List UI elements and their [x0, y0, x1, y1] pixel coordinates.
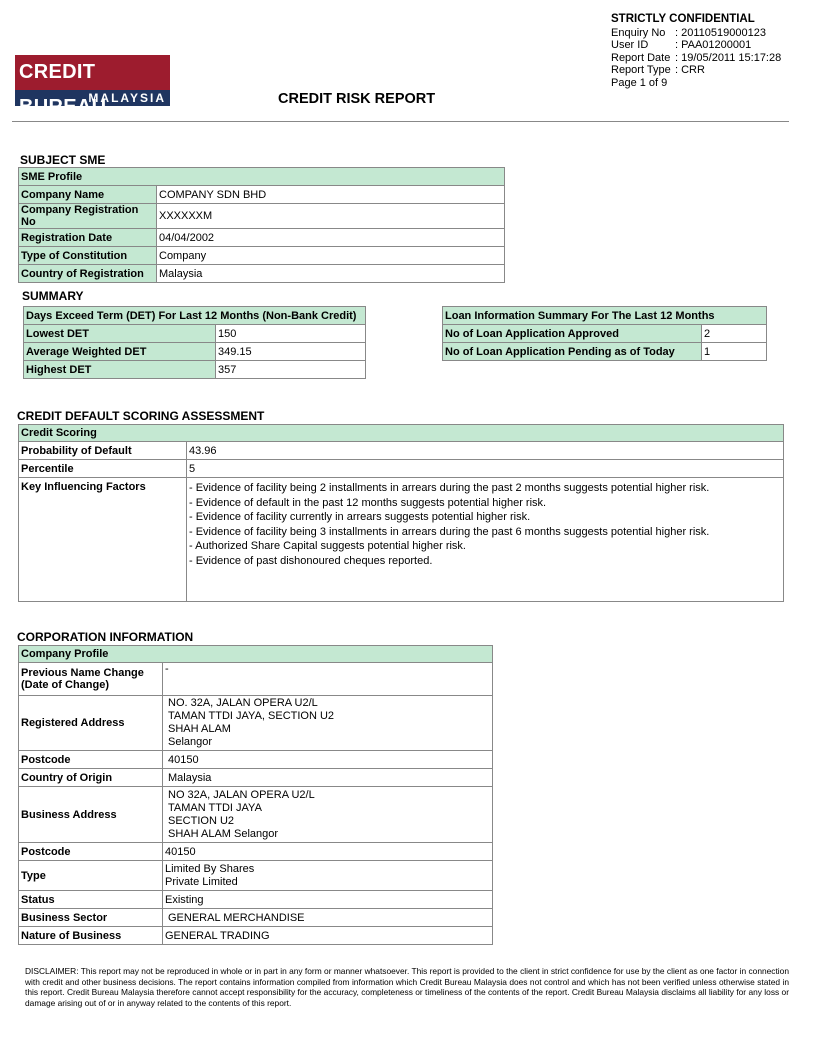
meta-value: : CRR	[675, 64, 705, 76]
logo-line2: MALAYSIA	[15, 90, 170, 106]
percentile-label: Percentile	[19, 460, 187, 478]
address-line: SHAH ALAM Selangor	[168, 827, 279, 840]
address-line: Selangor	[168, 736, 213, 748]
meta-value: : 20110519000123	[675, 26, 766, 39]
country-origin-label: Country of Origin	[19, 769, 163, 787]
lowest-det-value: 150	[216, 325, 366, 343]
company-profile-table	[18, 645, 493, 945]
meta-label: Report Date	[611, 51, 671, 64]
percentile-value: 5	[187, 460, 784, 478]
status-value: Existing	[163, 891, 493, 909]
prev-name-label: Previous Name Change (Date of Change)	[19, 663, 163, 696]
factor-item: - Evidence of facility currently in arrears suggests potential higher risk.	[189, 511, 531, 523]
factor-item: - Evidence of facility being 2 installments in arrears during the past 2 months suggests potential higher risk.	[189, 482, 710, 494]
bus-address-value	[163, 787, 493, 843]
sme-profile-header: SME Profile	[19, 168, 505, 186]
factors-label: Key Influencing Factors	[19, 478, 187, 602]
meta-label: User ID	[611, 39, 649, 51]
credit-scoring-table	[18, 424, 784, 602]
report-title: CREDIT RISK REPORT	[278, 91, 436, 107]
constitution-value: Company	[157, 247, 505, 265]
meta-value: : 19/05/2011 15:17:28	[675, 51, 782, 64]
factor-item: - Evidence of default in the past 12 months suggests potential higher risk.	[189, 496, 547, 509]
loan-approved-value: 2	[702, 325, 767, 343]
pd-label: Probability of Default	[19, 442, 187, 460]
det-table	[23, 306, 366, 379]
type-line: Private Limited	[165, 875, 238, 888]
type-value	[163, 861, 493, 891]
lowest-det-label: Lowest DET	[24, 325, 216, 343]
logo-line1: CREDIT BUREAU	[15, 55, 170, 90]
country-reg-value: Malaysia	[157, 265, 505, 283]
address-line: TAMAN TTDI JAYA	[168, 801, 262, 814]
loan-pending-value: 1	[702, 343, 767, 361]
status-label: Status	[19, 891, 163, 909]
type-label: Type	[19, 861, 163, 891]
avg-det-value: 349.15	[216, 343, 366, 361]
loan-approved-label: No of Loan Application Approved	[443, 325, 702, 343]
meta-enquiry	[611, 27, 781, 40]
sme-profile-table	[18, 167, 505, 283]
factor-item: - Authorized Share Capital suggests potential higher risk.	[189, 540, 466, 552]
loan-pending-label: No of Loan Application Pending as of Today	[443, 343, 702, 361]
nature-value: GENERAL TRADING	[163, 927, 493, 945]
company-profile-header: Company Profile	[19, 646, 493, 663]
loan-header: Loan Information Summary For The Last 12 Months	[443, 307, 767, 325]
bus-address-label: Business Address	[19, 787, 163, 843]
postcode-value: 40150	[163, 751, 493, 769]
sector-label: Business Sector	[19, 909, 163, 927]
factor-item: - Evidence of past dishonoured cheques reported.	[189, 554, 433, 567]
meta-date	[611, 52, 781, 65]
page-number: Page 1 of 9	[611, 76, 668, 89]
address-line: NO. 32A, JALAN OPERA U2/L	[168, 697, 318, 709]
type-line: Limited By Shares	[165, 862, 255, 875]
corporation-title: CORPORATION INFORMATION	[17, 630, 194, 644]
report-meta	[611, 13, 781, 89]
factors-list	[189, 481, 781, 568]
loan-table	[442, 306, 767, 361]
subject-sme-title: SUBJECT SME	[20, 153, 106, 167]
postcode2-label: Postcode	[19, 843, 163, 861]
header-divider	[12, 121, 789, 122]
meta-value: : PAA01200001	[675, 39, 752, 51]
reg-date-value: 04/04/2002	[157, 229, 505, 247]
company-name-value: COMPANY SDN BHD	[157, 186, 505, 204]
country-origin-value: Malaysia	[163, 769, 493, 787]
constitution-label: Type of Constitution	[19, 247, 157, 265]
det-header: Days Exceed Term (DET) For Last 12 Months (Non-Bank Credit)	[24, 307, 366, 325]
highest-det-label: Highest DET	[24, 361, 216, 379]
reg-no-label: Company Registration No	[19, 204, 157, 229]
scoring-title: CREDIT DEFAULT SCORING ASSESSMENT	[17, 409, 265, 423]
pd-value: 43.96	[187, 442, 784, 460]
factors-cell	[187, 478, 784, 602]
sector-value: GENERAL MERCHANDISE	[163, 909, 493, 927]
address-line: TAMAN TTDI JAYA, SECTION U2	[168, 710, 335, 722]
postcode-label: Postcode	[19, 751, 163, 769]
meta-label: Enquiry No	[611, 26, 666, 39]
reg-no-value: XXXXXXM	[157, 204, 505, 229]
summary-title: SUMMARY	[22, 289, 84, 303]
address-line: SHAH ALAM	[168, 723, 231, 735]
meta-type	[611, 64, 781, 77]
reg-date-label: Registration Date	[19, 229, 157, 247]
meta-label: Report Type	[611, 64, 671, 76]
nature-label: Nature of Business	[19, 927, 163, 945]
credit-scoring-header: Credit Scoring	[19, 425, 784, 442]
company-name-label: Company Name	[19, 186, 157, 204]
meta-user	[611, 39, 781, 52]
prev-name-value: -	[163, 663, 493, 696]
postcode2-value: 40150	[163, 843, 493, 861]
avg-det-label: Average Weighted DET	[24, 343, 216, 361]
address-line: NO 32A, JALAN OPERA U2/L	[168, 788, 315, 801]
credit-bureau-logo	[15, 55, 170, 118]
reg-address-label: Registered Address	[19, 696, 163, 751]
disclaimer: DISCLAIMER: This report may not be reproduced in whole or in part in any form or manner whatsoever. This report is provided to the client in strict confidence for use by the client as one factor in connection with credit and other business decisions. The report contains information compiled from information which Credit Bureau Malaysia does not control and which has not been verified unless otherwise stated in this report. Credit Bureau Malaysia therefore cannot accept responsibility for the accuracy, completeness or timeliness of the contents of the report. Credit Bureau Malaysia disclaims all liability for any loss or damage arising out of or in anyway related to the contents of this report.	[25, 966, 789, 1008]
factor-item: - Evidence of facility being 3 installments in arrears during the past 6 months suggests potential higher risk.	[189, 525, 710, 538]
reg-address-value	[163, 696, 493, 751]
country-reg-label: Country of Registration	[19, 265, 157, 283]
highest-det-value: 357	[216, 361, 366, 379]
confidential-label: STRICTLY CONFIDENTIAL	[611, 13, 755, 25]
address-line: SECTION U2	[168, 814, 235, 827]
